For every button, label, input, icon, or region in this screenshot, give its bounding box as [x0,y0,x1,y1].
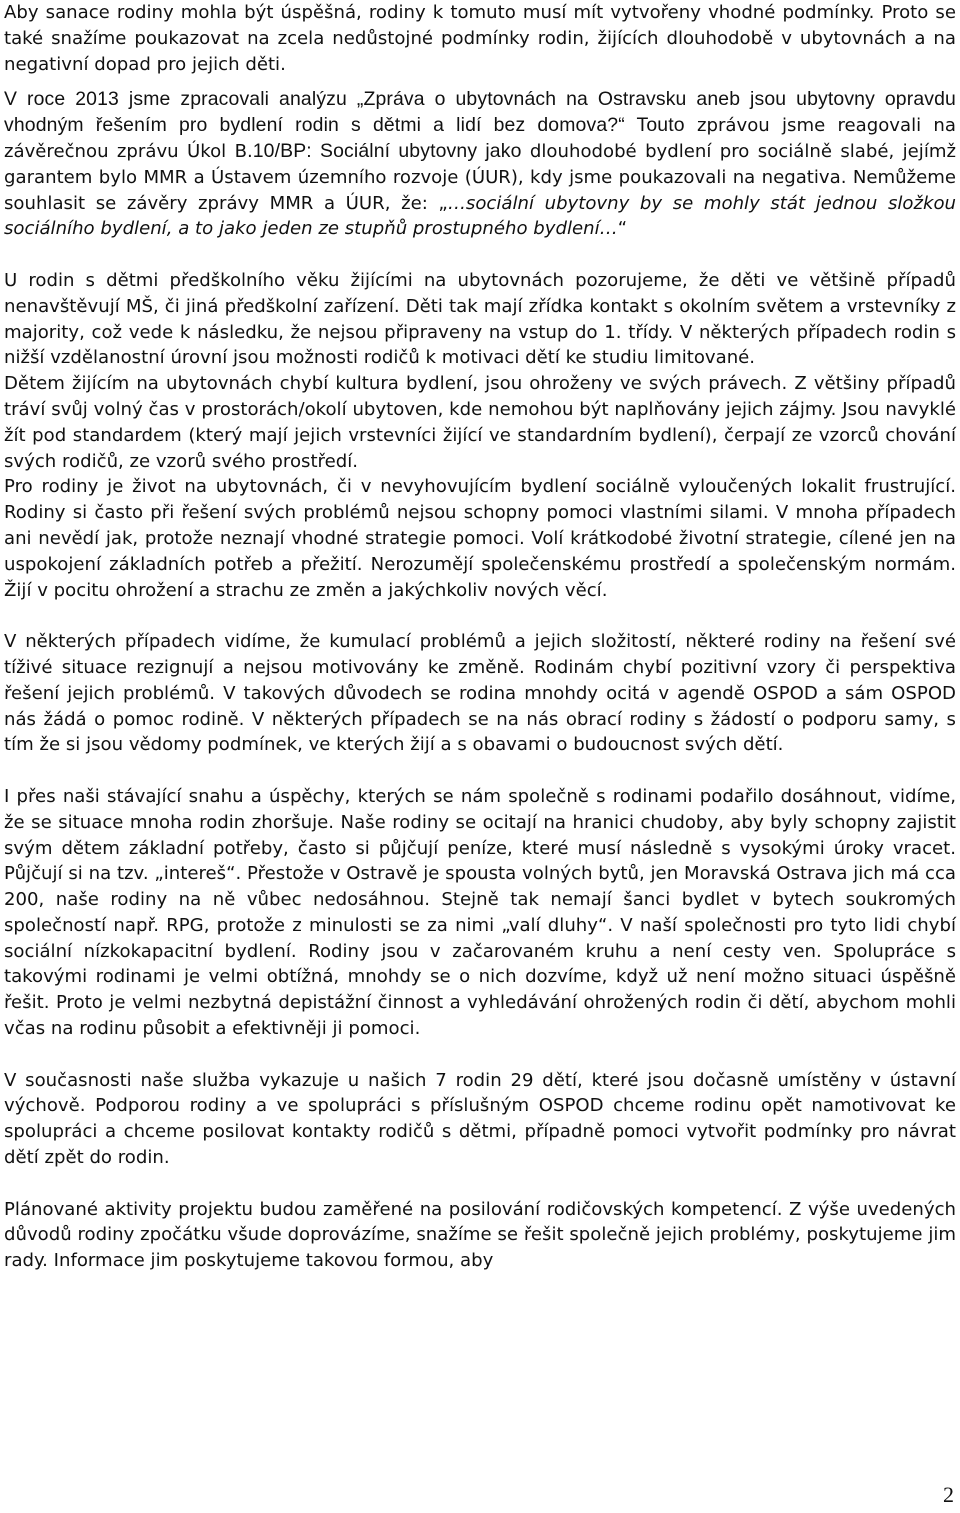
report-task-text: 10/BP: Sociální ubytovny jako [252,139,522,162]
paragraph-spacer [4,242,956,268]
paragraph-spacer [4,1171,956,1197]
page-number: 2 [943,1482,954,1507]
report-quote: …sociální ubytovny by se mohly stát jednou složkou sociálního bydlení, a to jako jeden ze stupňů prostupného bydlení… [4,192,956,240]
paragraph-resignation: V některých případech vidíme, že kumulací problémů a jejich složitostí, některé rodiny na řešení své tíživé situace rezignují a nejsou motivovány ke změně. Rodinám chybí pozitivní vzory či perspektiva řešení jejich problémů. V takových důvodech se rodina mnohdy ocitá v agendě OSPOD a sám OSPOD nás žádá o pomoc rodině. V některých případech se na nás obrací rodiny s žádostí o podporu samy, s tím že si jsou vědomy podmínek, ve kterých žijí a s obavami o budoucnost svých dětí. [4,631,956,756]
quote-close-mark: “ [617,218,628,240]
paragraph-analysis-report [4,87,956,242]
report-reaction-text: zprávou jsme reagovali na závěrečnou zprávu Úkol B. [4,115,956,162]
paragraph-poverty: I přes naši stávající snahu a úspěchy, kterých se nám společně s rodinami podařilo dosáhnout, vidíme, že se situace mnoha rodin zhoršuje. Naše rodiny se ocitají na hranici chudoby, aby byly schopny zajistit svým dětem základní potřeby, často si půjčují peníze, které musí následně s vysokými úroky vracet. Půjčují si na tzv. „intereš“. Přestože v Ostravě je spousta volných bytů, jen Moravská Ostrava jich má cca 200, naše rodiny na ně vůbec nedosáhnou. Stejně tak nemají šanci bydlet v bytech soukromých společností např. RPG, protože z minulosti se za nimi „valí dluhy“. V naší společnosti pro tyto lidi chybí sociální nízkokapacitní bydlení. Rodiny jsou v začarovaném kruhu a není cesty ven. Spolupráce s takovými rodinami je velmi obtížná, mnohdy se o nich dozvíme, když už není možno situaci úspěšně řešit. Proto je velmi nezbytná depistážní činnost a vyhledávání ohrožených rodin či dětí, abychom mohli včas na rodinu působit a efektivněji ji pomoci. [4,785,956,1040]
document-page [4,0,956,1274]
report-critique-text: dlouhodobé bydlení pro sociálně slabé, jejímž garantem bylo MMR a Ústavem územního rozvoje (ÚUR), kdy jsme poukazovali na negativa. Nemůžeme souhlasit se závěry zprávy MMR a ÚUR, že: „ [4,140,956,214]
paragraph-preschool: U rodin s dětmi předškolního věku žijícími na ubytovnách pozorujeme, že děti ve většině případů nenavštěvují MŠ, či jiná předškolní zařízení. Děti tak mají zřídka kontakt s okolním světem a vrstevníky z majority, což vede k následku, že nejsou připraveny na vstup do 1. třídy. V některých případech rodin s nižší vzdělanostní úrovní jsou možnosti rodičů k motivaci dětí ke studiu limitované. [4,269,956,369]
report-intro-text: V roce 2013 jsme zpracovali analýzu „Zpráva o ubytovnách na Ostravsku aneb jsou ubytovny opravdu vhodným řešením pro bydlení rodin s dětmi a lidí bez domova?“ Touto [4,88,956,137]
paragraph-planned-activities: Plánované aktivity projektu budou zaměřené na posilování rodičovských kompetencí. Z výše uvedených důvodů rodiny zpočátku všude doprovázíme, snažíme se řešit společně jejich problémy, poskytujeme jim rady. Informace jim poskytujeme takovou formou, aby [4,1198,956,1272]
paragraph-spacer [4,603,956,629]
paragraph-children-housing: Dětem žijícím na ubytovnách chybí kultura bydlení, jsou ohroženy ve svých právech. Z většiny případů tráví svůj volný čas v prostorách/okolí ubytoven, kde nemohou být naplňovány jejich zájmy. Jsou navyklé žít pod standardem (který mají jejich vrstevníci žijící ve standardním bydlení), čerpají ze vzorců chování svých rodičů, ze vzorů svého prostředí. [4,373,956,472]
paragraph-family-life: Pro rodiny je život na ubytovnách, či v nevyhovujícím bydlení sociálně vyloučených lokalit frustrující. Rodiny si často při řešení svých problémů nejsou schopny pomoci vlastními silami. V mnoha případech ani nevědí jak, protože neznají vhodné strategie pomoci. Volí krátkodobé životní strategie, cílené jen na uspokojení základních potřeb a přežití. Nerozumějí společenskému prostředí a společenským normám. Žijí v pocitu ohrožení a strachu ze změn a jakýchkoliv nových věcí. [4,476,956,601]
paragraph-spacer [4,758,956,784]
paragraph-institutional-care: V současnosti naše služba vykazuje u našich 7 rodin 29 dětí, které jsou dočasně umístěny v ústavní výchově. Podporou rodiny a ve spolupráci s příslušným OSPOD chceme rodinu opět namotivovat ke spolupráci a chceme posilovat kontakty rodičů s dětmi, případně pomoci vytvořit podmínky pro návrat dětí zpět do rodin. [4,1069,956,1169]
paragraph-spacer [4,1042,956,1068]
paragraph-spacer [4,77,956,87]
paragraph-sanace: Aby sanace rodiny mohla být úspěšná, rodiny k tomuto musí mít vytvořeny vhodné podmínky. Proto se také snažíme poukazovat na zcela nedůstojné podmínky rodin, žijících dlouhodobě v ubytovnách a na negativní dopad pro jejich děti. [4,2,956,75]
